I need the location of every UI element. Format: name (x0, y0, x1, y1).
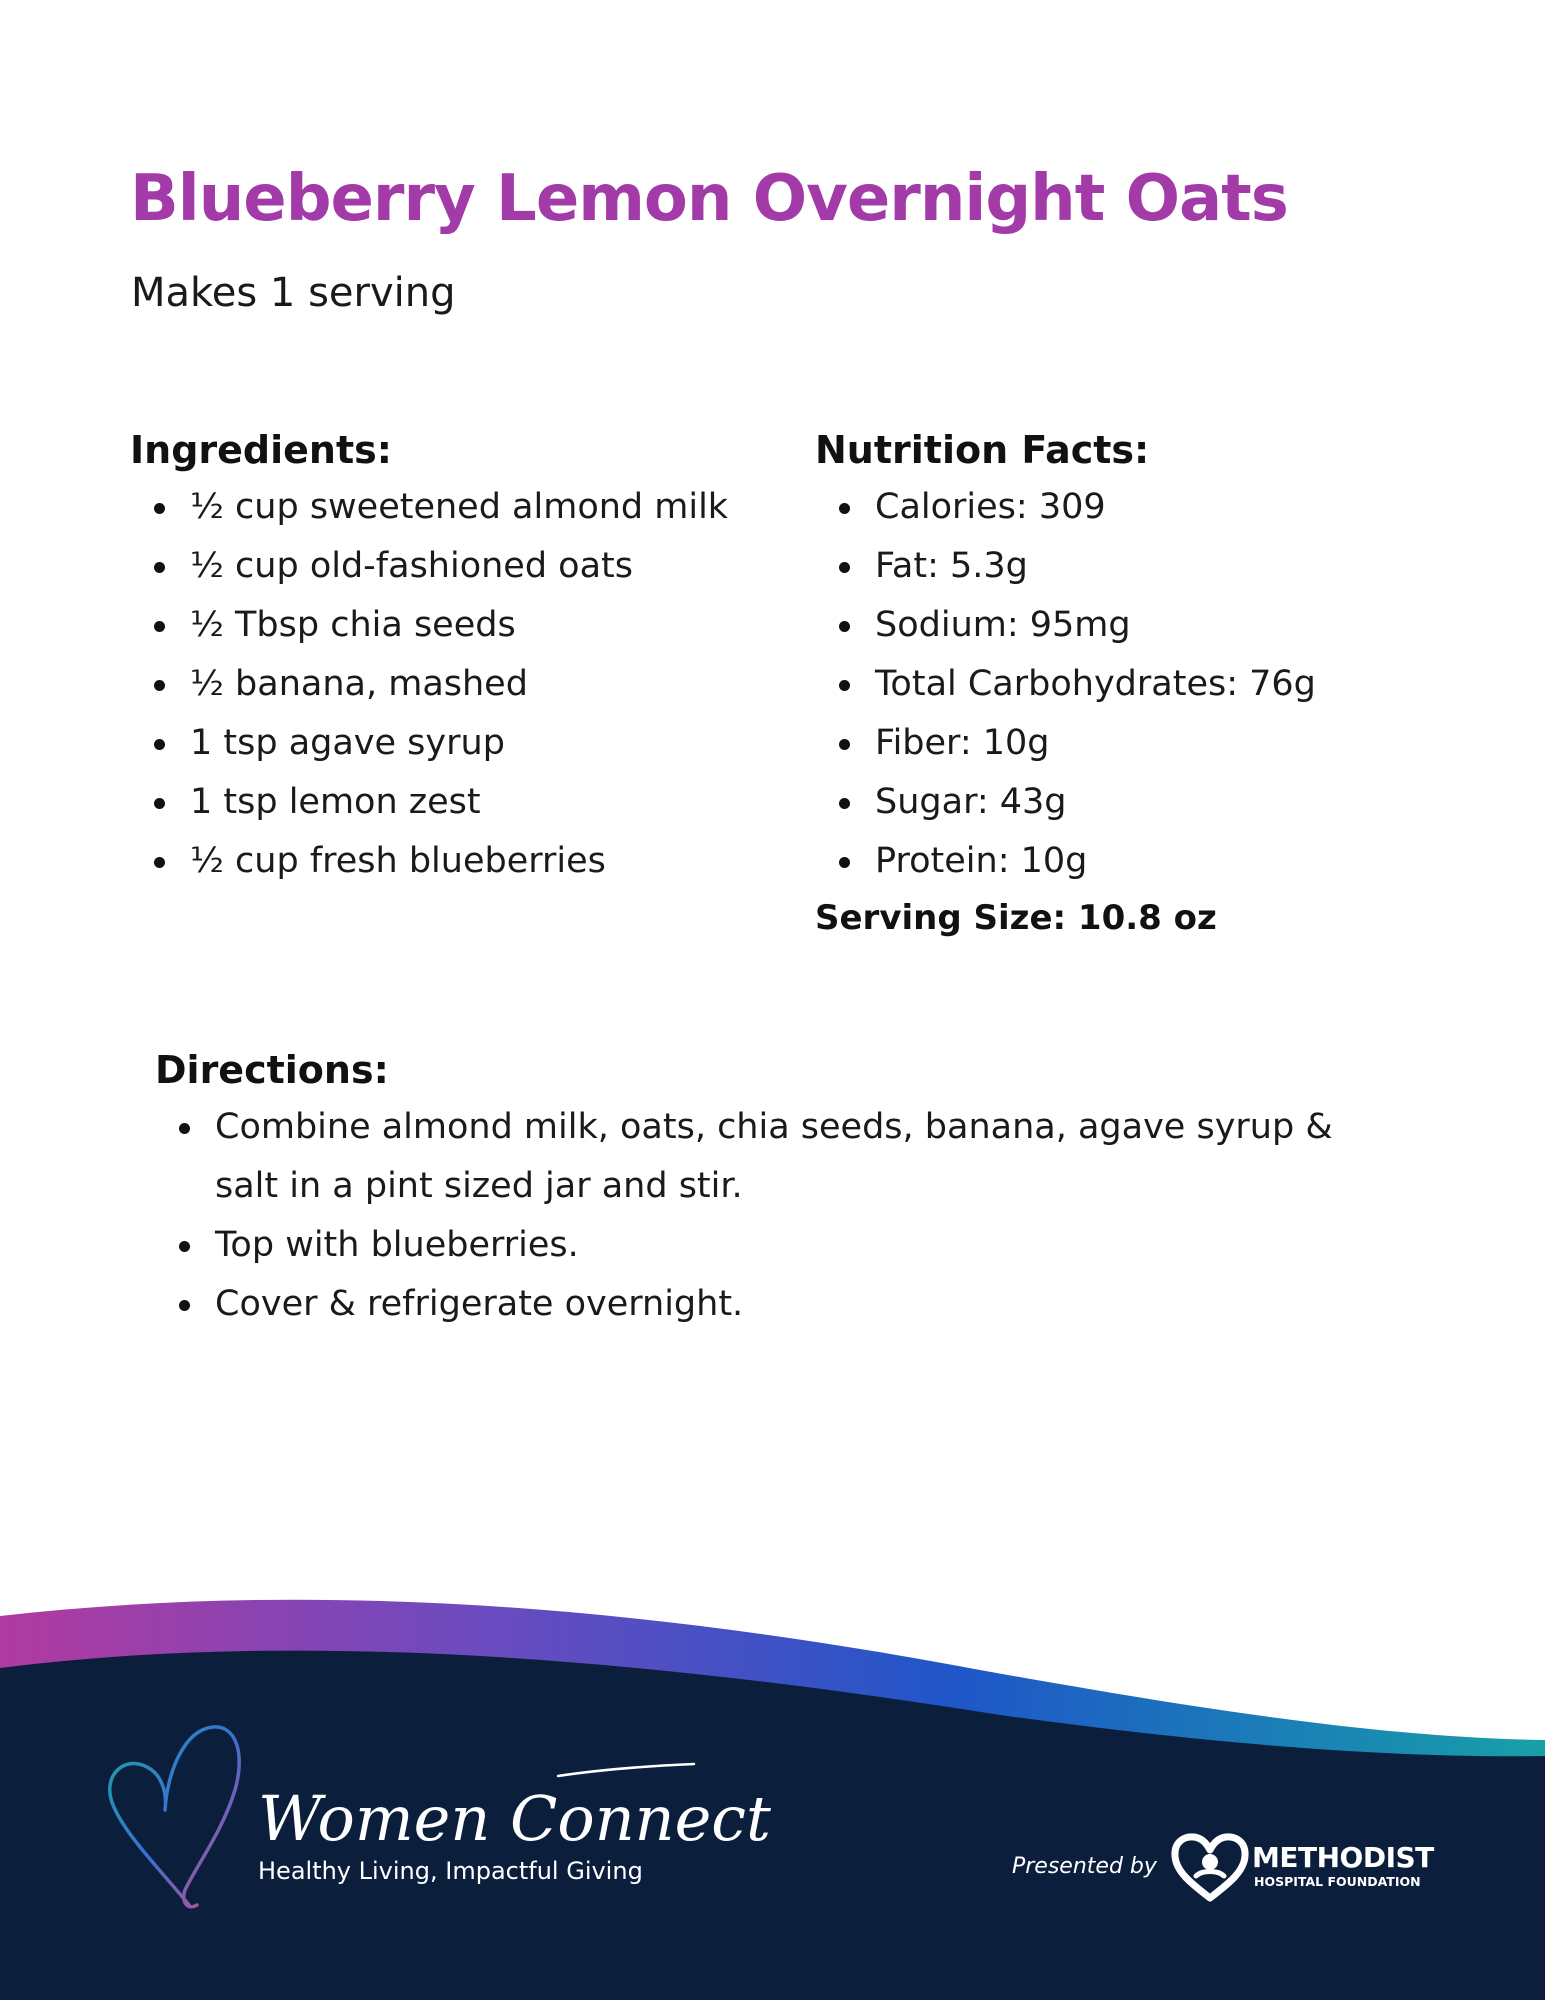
bullet-icon (839, 798, 850, 809)
bullet-icon (154, 503, 165, 514)
nutrition-text: Protein: 10g (875, 841, 1088, 881)
list-item (155, 1098, 1375, 1216)
bullet-icon (154, 857, 165, 868)
list-item (155, 1275, 1375, 1334)
nutrition-text: Fiber: 10g (875, 723, 1050, 763)
list-item (815, 773, 1316, 832)
directions-list (155, 1098, 1375, 1334)
direction-text: Top with blueberries. (215, 1225, 579, 1265)
ingredients-heading: Ingredients: (130, 428, 392, 472)
nutrition-text: Total Carbohydrates: 76g (875, 664, 1316, 704)
directions-heading: Directions: (155, 1048, 389, 1092)
nutrition-text: Sugar: 43g (875, 782, 1067, 822)
bullet-icon (154, 739, 165, 750)
list-item (815, 832, 1316, 891)
ingredient-text: ½ cup sweetened almond milk (190, 487, 729, 527)
nutrition-text: Fat: 5.3g (875, 546, 1028, 586)
bullet-icon (179, 1123, 190, 1134)
women-connect-heart-icon (105, 1715, 255, 1925)
ingredient-text: 1 tsp lemon zest (190, 782, 481, 822)
nutrition-heading: Nutrition Facts: (815, 428, 1150, 472)
bullet-icon (154, 680, 165, 691)
ingredient-text: ½ banana, mashed (190, 664, 528, 704)
women-connect-wordmark (258, 1740, 771, 1870)
nutrition-text: Calories: 309 (875, 487, 1106, 527)
list-item (815, 537, 1316, 596)
presented-by-label: Presented by (1012, 1854, 1157, 1879)
bullet-icon (179, 1300, 190, 1311)
list-item (130, 832, 728, 891)
nutrition-list (815, 478, 1316, 891)
list-item (815, 655, 1316, 714)
methodist-name: METHODIST (1252, 1841, 1434, 1874)
methodist-subtitle: HOSPITAL FOUNDATION (1254, 1874, 1421, 1889)
recipe-title: Blueberry Lemon Overnight Oats (130, 162, 1288, 236)
direction-text: Cover & refrigerate overnight. (215, 1284, 744, 1324)
recipe-yield: Makes 1 serving (131, 270, 456, 316)
ingredient-text: ½ Tbsp chia seeds (190, 605, 516, 645)
list-item (815, 714, 1316, 773)
bullet-icon (839, 680, 850, 691)
bullet-icon (179, 1241, 190, 1252)
methodist-heart-icon (1170, 1832, 1250, 1904)
women-connect-tagline: Healthy Living, Impactful Giving (258, 1857, 643, 1885)
svg-text:Women Connect: Women Connect (258, 1782, 771, 1855)
list-item (130, 478, 728, 537)
list-item (130, 773, 728, 832)
bullet-icon (839, 857, 850, 868)
list-item (815, 478, 1316, 537)
bullet-icon (839, 739, 850, 750)
list-item (155, 1216, 1375, 1275)
serving-size: Serving Size: 10.8 oz (815, 898, 1217, 938)
bullet-icon (839, 621, 850, 632)
list-item (130, 537, 728, 596)
bullet-icon (154, 621, 165, 632)
bullet-icon (839, 503, 850, 514)
ingredients-list (130, 478, 728, 891)
bullet-icon (839, 562, 850, 573)
list-item (130, 714, 728, 773)
bullet-icon (154, 562, 165, 573)
bullet-icon (154, 798, 165, 809)
list-item (815, 596, 1316, 655)
ingredient-text: ½ cup old-fashioned oats (190, 546, 634, 586)
nutrition-text: Sodium: 95mg (875, 605, 1131, 645)
list-item (130, 655, 728, 714)
ingredient-text: ½ cup fresh blueberries (190, 841, 606, 881)
list-item (130, 596, 728, 655)
direction-text: Combine almond milk, oats, chia seeds, banana, agave syrup & salt in a pint sized jar and stir. (215, 1107, 1333, 1206)
ingredient-text: 1 tsp agave syrup (190, 723, 505, 763)
